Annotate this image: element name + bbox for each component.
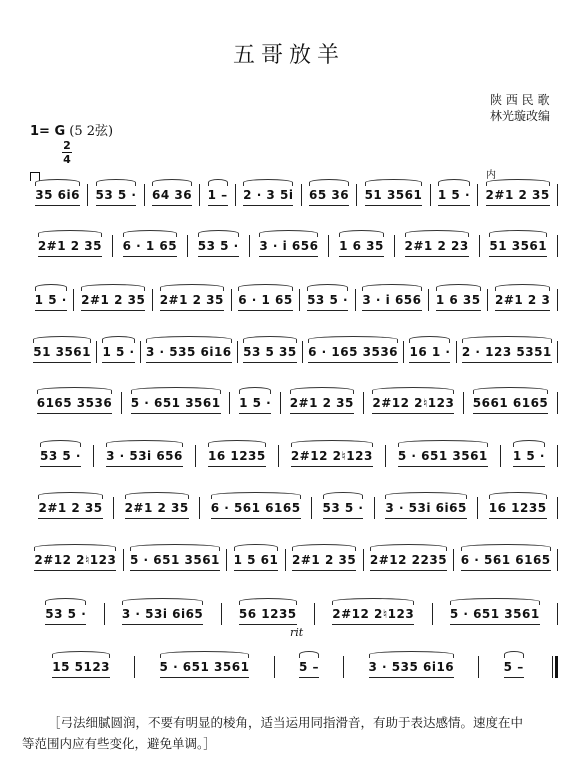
measure-notes: 2#1 2 35 xyxy=(485,188,550,202)
measure xyxy=(28,648,134,688)
measure xyxy=(501,437,557,477)
measure xyxy=(433,595,557,635)
score-row xyxy=(28,489,558,529)
measure-notes: 6 · 1 65 xyxy=(122,239,178,253)
measure-notes: 35 6i6 xyxy=(35,188,80,202)
measure-notes: 16 1235 xyxy=(207,449,266,463)
measure xyxy=(464,384,557,424)
measure xyxy=(222,595,314,635)
measure-notes: 1 6 35 xyxy=(339,239,384,253)
measure-notes: 2#12 2♮123 xyxy=(332,607,415,621)
measure-notes: 2#1 2 35 xyxy=(38,501,103,515)
measure-notes: 51 3561 xyxy=(489,239,548,253)
performance-note-line-2: 等范围内应有些变化，避免单调。］ xyxy=(22,736,216,751)
measure-notes: 2#1 2 23 xyxy=(404,239,469,253)
measure-notes: 2#1 2 35 xyxy=(289,396,354,410)
measure-notes: 3 · 535 6i16 xyxy=(368,660,455,674)
ritardando-mark: rit xyxy=(290,626,304,639)
measure-notes: 1 5 · xyxy=(102,345,135,359)
string-tuning: (5 2弦) xyxy=(69,124,114,139)
measure-notes: 53 5 · xyxy=(307,293,349,307)
measure-notes: 2#1 2 3 xyxy=(495,293,551,307)
barline xyxy=(557,549,558,571)
measure-notes: 1 5 · xyxy=(512,449,545,463)
performance-note-line-1: ［弓法细腻圆润，不要有明显的棱角，适当运用同指滑音，有助于表达感情。速度在中 xyxy=(48,715,524,730)
measure xyxy=(329,227,393,267)
measure xyxy=(479,648,548,688)
measure xyxy=(375,489,477,529)
measure-notes: 65 36 xyxy=(308,188,350,202)
final-barline xyxy=(552,656,558,678)
measure xyxy=(286,541,363,581)
measure-notes: 51 3561 xyxy=(33,345,91,359)
measure-notes: 53 5 · xyxy=(95,188,137,202)
score-row xyxy=(28,227,558,267)
measure-notes: 6 · 165 3536 xyxy=(308,345,399,359)
measure xyxy=(457,333,557,373)
measure-notes: 1 6 35 xyxy=(435,293,481,307)
barline xyxy=(557,445,558,467)
measure xyxy=(94,437,195,477)
key-signature: 1= G xyxy=(30,124,66,139)
measure xyxy=(357,176,429,216)
measure-notes: 2#1 2 35 xyxy=(124,501,189,515)
measure xyxy=(28,227,112,267)
measure-notes: 3 · 53i 6i65 xyxy=(385,501,467,515)
measure-notes: 1 5 · xyxy=(34,293,67,307)
measure xyxy=(300,281,354,321)
measure xyxy=(236,176,301,216)
measure xyxy=(488,281,557,321)
inner-string-mark: 内 xyxy=(486,170,496,181)
measure xyxy=(28,176,87,216)
measure xyxy=(28,384,121,424)
measure xyxy=(88,176,144,216)
measure xyxy=(200,176,235,216)
measure xyxy=(429,281,487,321)
measure-notes: 53 5 · xyxy=(45,607,87,621)
barline xyxy=(557,497,558,519)
measure-notes: 5661 6165 xyxy=(472,396,549,410)
barline xyxy=(557,184,558,206)
measure xyxy=(232,281,300,321)
measure xyxy=(344,648,478,688)
measure xyxy=(105,595,221,635)
measure xyxy=(364,384,463,424)
measure-notes: 5 – xyxy=(298,660,319,674)
song-title: 五哥放羊 xyxy=(232,43,345,68)
origin-label: 陕 西 民 歌 xyxy=(490,93,550,107)
key-signature-line xyxy=(30,120,113,139)
score-row xyxy=(28,281,558,321)
barline xyxy=(557,392,558,414)
measure-notes: 6 · 561 6165 xyxy=(210,501,301,515)
measure xyxy=(28,333,96,373)
measure xyxy=(200,489,311,529)
measure xyxy=(386,437,500,477)
score-row xyxy=(28,176,558,216)
measure-notes: 1 5 · xyxy=(437,188,471,202)
measure-notes: 2#1 2 35 xyxy=(159,293,224,307)
measure xyxy=(122,384,229,424)
measure xyxy=(196,437,278,477)
measure-notes: 53 5 · xyxy=(322,501,364,515)
measure xyxy=(478,176,557,216)
measure-notes: 3 · i 656 xyxy=(362,293,422,307)
measure xyxy=(141,333,237,373)
measure xyxy=(28,541,123,581)
measure-notes: 3 · 535 6i16 xyxy=(146,345,232,359)
measure xyxy=(303,333,403,373)
score-row xyxy=(28,595,558,635)
measure xyxy=(114,489,199,529)
measure-notes: 3 · 53i 656 xyxy=(106,449,183,463)
measure xyxy=(302,176,357,216)
measure-notes: 16 1 · xyxy=(409,345,451,359)
measure-notes: 2 · 3 5i xyxy=(243,188,294,202)
score-row xyxy=(28,437,558,477)
measure xyxy=(188,227,249,267)
score-row xyxy=(28,333,558,373)
measure-notes: 6165 3536 xyxy=(36,396,113,410)
measure xyxy=(404,333,455,373)
measure-notes: 2#12 2235 xyxy=(369,553,448,567)
arranger-label: 林光璇改编 xyxy=(490,109,551,123)
performance-note xyxy=(22,712,563,754)
barline xyxy=(557,289,558,311)
measure-notes: 53 5 35 xyxy=(243,345,297,359)
measure xyxy=(250,227,329,267)
measure-notes: 5 · 651 3561 xyxy=(130,396,221,410)
measure xyxy=(281,384,363,424)
measure xyxy=(364,541,454,581)
measure-notes: 2#12 2♮123 xyxy=(34,553,117,567)
measure-notes: 2#1 2 35 xyxy=(37,239,102,253)
measure xyxy=(275,648,344,688)
measure xyxy=(135,648,273,688)
measure xyxy=(74,281,152,321)
measure-notes: 3 · i 656 xyxy=(259,239,319,253)
measure xyxy=(124,541,227,581)
measure xyxy=(227,541,284,581)
measure-notes: 53 5 · xyxy=(40,449,81,463)
measure xyxy=(356,281,428,321)
barline xyxy=(557,235,558,257)
measure xyxy=(431,176,478,216)
measure-notes: 51 3561 xyxy=(364,188,423,202)
measure xyxy=(238,333,302,373)
measure xyxy=(480,227,557,267)
measure-notes: 2#1 2 35 xyxy=(81,293,146,307)
barline xyxy=(557,341,558,363)
score-row xyxy=(28,384,558,424)
measure xyxy=(28,489,113,529)
barline xyxy=(557,603,558,625)
measure-notes: 2#12 2♮123 xyxy=(372,396,455,410)
measure xyxy=(279,437,385,477)
measure-notes: 6 · 561 6165 xyxy=(460,553,551,567)
credits xyxy=(490,92,550,124)
measure xyxy=(28,281,73,321)
measure xyxy=(395,227,479,267)
measure xyxy=(28,595,104,635)
time-signature-top: 2 xyxy=(63,139,71,152)
measure xyxy=(230,384,280,424)
measure-notes: 5 · 651 3561 xyxy=(397,449,488,463)
measure-notes: 5 · 651 3561 xyxy=(130,553,220,567)
measure-notes: 2#12 2♮123 xyxy=(290,449,373,463)
measure-notes: 6 · 1 65 xyxy=(238,293,293,307)
measure xyxy=(478,489,557,529)
measure xyxy=(97,333,140,373)
measure xyxy=(315,595,432,635)
score-row xyxy=(28,541,558,581)
time-signature-bottom: 4 xyxy=(63,153,71,166)
measure-notes: 3 · 53i 6i65 xyxy=(121,607,204,621)
measure-notes: 5 · 651 3561 xyxy=(159,660,250,674)
measure-notes: 2 · 123 5351 xyxy=(461,345,552,359)
measure xyxy=(113,227,187,267)
measure-notes: 56 1235 xyxy=(238,607,297,621)
measure-notes: 1 – xyxy=(207,188,228,202)
measure-notes: 1 5 · xyxy=(239,396,272,410)
measure-notes: 5 – xyxy=(503,660,524,674)
measure-notes: 2#1 2 35 xyxy=(292,553,357,567)
measure xyxy=(454,541,557,581)
measure xyxy=(28,437,93,477)
score-row xyxy=(28,648,558,688)
measure xyxy=(153,281,231,321)
measure-notes: 16 1235 xyxy=(488,501,547,515)
measure-notes: 1 5 61 xyxy=(233,553,279,567)
measure-notes: 15 5123 xyxy=(52,660,111,674)
measure xyxy=(145,176,200,216)
time-signature xyxy=(62,140,72,165)
measure xyxy=(312,489,374,529)
measure-notes: 64 36 xyxy=(152,188,193,202)
measure-notes: 53 5 · xyxy=(197,239,239,253)
measure-notes: 5 · 651 3561 xyxy=(449,607,540,621)
